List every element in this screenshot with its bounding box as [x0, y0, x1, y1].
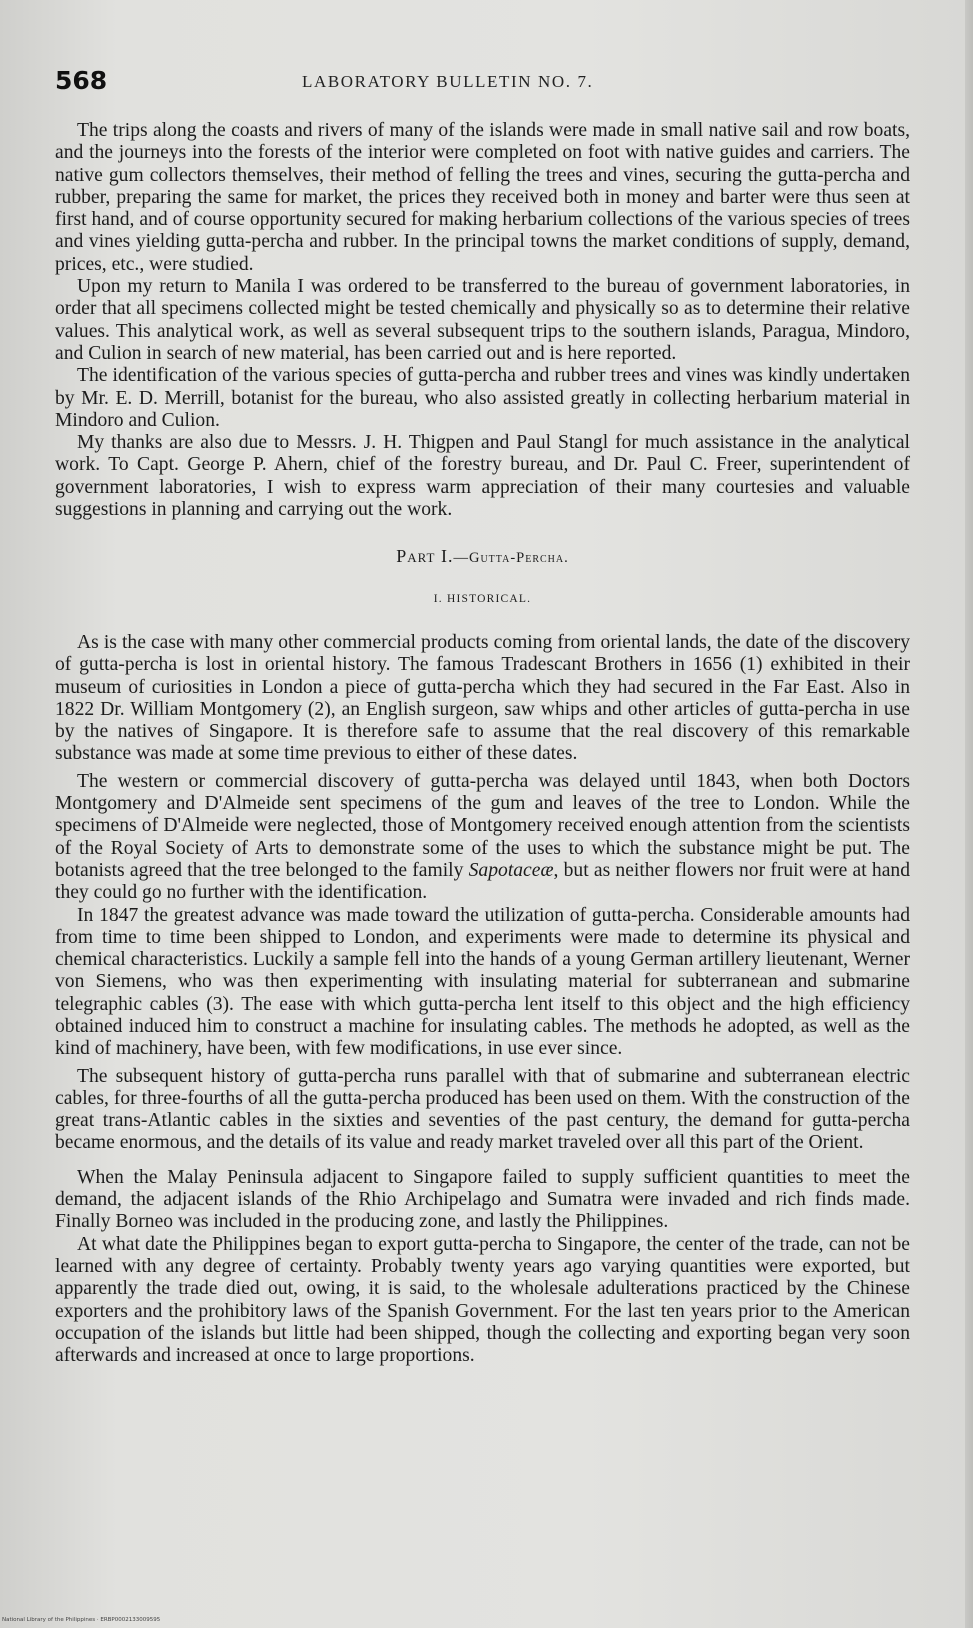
- section-heading: I. HISTORICAL.: [433, 592, 532, 605]
- page-header: [55, 66, 915, 106]
- page-number: 568: [55, 66, 108, 95]
- part-heading-title: —Gutta-Percha.: [453, 550, 569, 567]
- paragraph-trips: The trips along the coasts and rivers of many of the islands were made in small native sail and row boats, and the journeys into the forests of the interior were completed on foot with native guides and carriers. The native gum collectors themselves, their method of felling the trees and vines, securing the gutta-percha and rubber, preparing the same for market, the prices they received both in money and barter were thus seen at first hand, and of course opportunity secured for making herbarium collections of the various species of trees and vines yielding gutta-percha and rubber. In the principal towns the market conditions of supply, demand, prices, etc., were studied.: [55, 120, 910, 275]
- footer-watermark: National Library of the Philippines · ERBP0002133009595: [2, 1617, 161, 1623]
- paragraph-identification: The identification of the various species of gutta-percha and rubber trees and vines was kindly undertaken by Mr. E. D. Merrill, botanist for the bureau, who also assisted greatly in collecting herbarium material in Mindoro and Culion.: [55, 365, 910, 431]
- running-title: LABORATORY BULLETIN NO. 7.: [302, 72, 594, 91]
- paragraph-western-discovery: [55, 771, 910, 905]
- paragraph-1847-advance: In 1847 the greatest advance was made toward the utilization of gutta-percha. Considerable amounts had from time to time been shipped to London, and experiments were made to determine its physical and chemical characteristics. Luckily a sample fell into the hands of a young German artillery lieutenant, Werner von Siemens, who was then experimenting with insulating material for subterranean and submarine telegraphic cables (3). The ease with which gutta-percha lent itself to this object and the high efficiency obtained induced him to construct a machine for insulating cables. The methods he adopted, as well as the kind of machinery, have been, with few modifications, in use ever since.: [55, 904, 910, 1060]
- paragraph-acknowledgements: My thanks are also due to Messrs. J. H. Thigpen and Paul Stangl for much assistance in the analytical work. To Capt. George P. Ahern, chief of the forestry bureau, and Dr. Paul C. Freer, superintendent of government laboratories, I wish to express warm appreciation of their many courtesies and valuable suggestions in planning and carrying out the work.: [55, 432, 910, 521]
- western-discovery-text-b: , but as neither flowers nor fruit were at hand they could go no further with the identification.: [55, 859, 910, 904]
- family-name: Sapotaceæ: [468, 859, 554, 881]
- western-discovery-text-a: The western or commercial discovery of gutta-percha was delayed until 1843, when both Doctors Montgomery and D'Almeide sent specimens of the gum and leaves of the tree to London. While the specimens of D'Almeide were neglected, those of Montgomery received enough attention from the scientists of the Royal Society of Arts to demonstrate some of the uses to which the substance might be put. The botanists agreed that the tree belonged to the family: [55, 770, 910, 881]
- paragraph-malay-peninsula: When the Malay Peninsula adjacent to Singapore failed to supply sufficient quantities to meet the demand, the adjacent islands of the Rhio Archipelago and Sumatra were invaded and rich finds made. Finally Borneo was included in the producing zone, and lastly the Philippines.: [55, 1166, 910, 1233]
- page-edge: [965, 0, 973, 1628]
- paragraph-philippines-export: At what date the Philippines began to export gutta-percha to Singapore, the center of the trade, can not be learned with any degree of certainty. Probably twenty years ago varying quantities were exported, but apparently the trade died out, owing, it is said, to the wholesale adulterations practiced by the Chinese exporters and the prohibitory laws of the Spanish Government. For the last ten years prior to the American occupation of the islands but little had been shipped, though the collecting and exporting began very soon afterwards and increased at once to large proportions.: [55, 1233, 910, 1367]
- part-heading-prefix: Part I.: [396, 546, 454, 567]
- paragraph-manila-return: Upon my return to Manila I was ordered to be transferred to the bureau of government laboratories, in order that all specimens collected might be tested chemically and physically so as to determine their relative values. This analytical work, as well as several subsequent trips to the southern islands, Paragua, Mindoro, and Culion in search of new material, has been carried out and is here reported.: [55, 276, 910, 364]
- body-text: [55, 120, 910, 1367]
- paragraph-cables-history: The subsequent history of gutta-percha runs parallel with that of submarine and subterranean electric cables, for three-fourths of all the gutta-percha produced has been used on them. With the construction of the great trans-Atlantic cables in the sixties and seventies of the past century, the demand for gutta-percha became enormous, and the details of its value and ready market traveled over all this part of the Orient.: [55, 1065, 910, 1154]
- part-heading: [55, 545, 910, 569]
- paragraph-discovery-date: As is the case with many other commercial products coming from oriental lands, the date of the discovery of gutta-percha is lost in oriental history. The famous Tradescant Brothers in 1656 (1) exhibited in their museum of curiosities in London a piece of gutta-percha which they had secured in the Far East. Also in 1822 Dr. William Montgomery (2), an English surgeon, saw whips and other articles of gutta-percha in use by the natives of Singapore. It is therefore safe to assume that the real discovery of this remarkable substance was made at some time previous to either of these dates.: [55, 631, 910, 765]
